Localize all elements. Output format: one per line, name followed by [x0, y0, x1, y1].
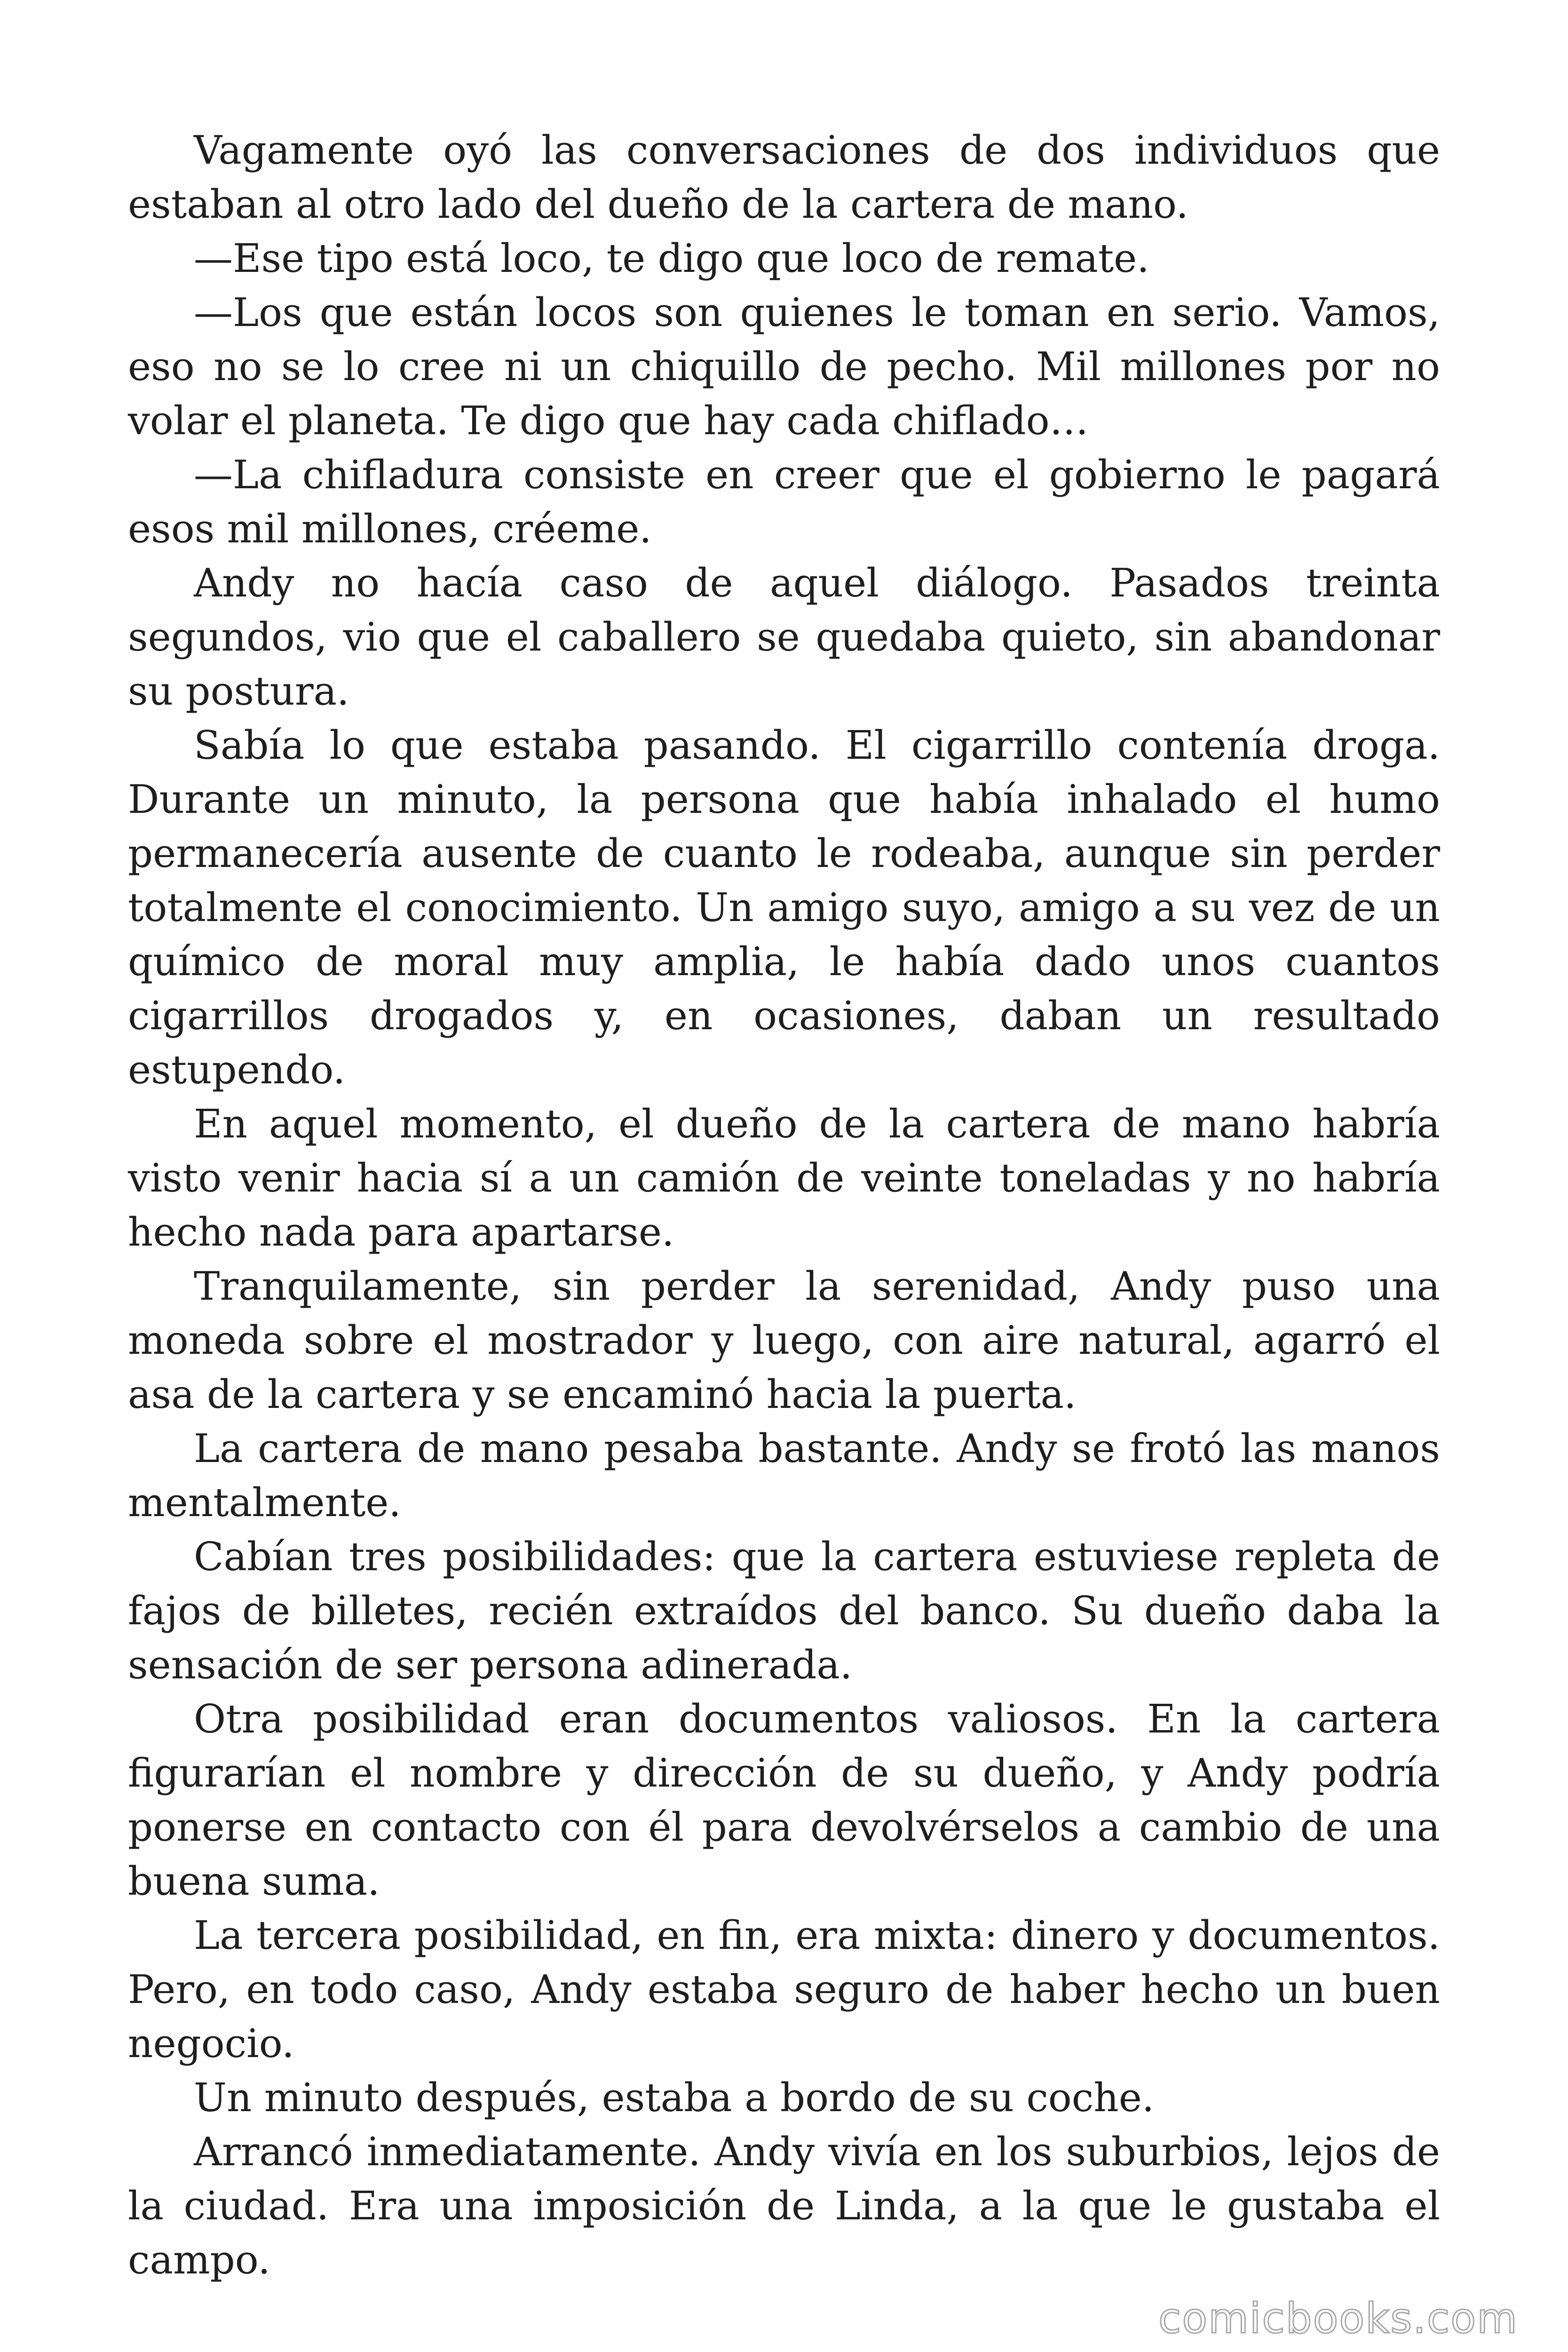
dialogue-paragraph: —Los que están locos son quienes le toman en serio. Vamos, eso no se lo cree ni un chiquillo de pecho. Mil millones por no volar el planeta. Te digo que hay cada chiflado…	[128, 290, 1440, 444]
paragraph: Otra posibilidad eran documentos valiosos. En la cartera figurarían el nombre y dirección de su dueño, y Andy podría ponerse en contacto con él para devolvérselos a cambio de una buena suma.	[128, 1696, 1440, 1904]
paragraph: Andy no hacía caso de aquel diálogo. Pasados treinta segundos, vio que el caballero se quedaba quieto, sin abandonar su postura.	[128, 560, 1440, 714]
watermark-logo: comicbooks.com	[1158, 2294, 1518, 2343]
paragraph: Sabía lo que estaba pasando. El cigarrillo contenía droga. Durante un minuto, la persona que había inhalado el humo permanecería ausente de cuanto le rodeaba, aunque sin perder totalmente el conocimiento. Un amigo suyo, amigo a su vez de un químico de moral muy amplia, le había dado unos cuantos cigarrillos drogados y, en ocasiones, daban un resultado estupendo.	[128, 723, 1440, 1093]
paragraph: La cartera de mano pesaba bastante. Andy se frotó las manos mentalmente.	[128, 1426, 1440, 1526]
dialogue-paragraph: —Ese tipo está loco, te digo que loco de remate.	[194, 236, 1149, 281]
paragraph: Un minuto después, estaba a bordo de su coche.	[194, 2075, 1155, 2121]
book-page-text	[128, 123, 1440, 2287]
paragraph: Vagamente oyó las conversaciones de dos individuos que estaban al otro lado del dueño de la cartera de mano.	[128, 127, 1440, 227]
paragraph: Arrancó inmediatamente. Andy vivía en los suburbios, lejos de la ciudad. Era una imposición de Linda, a la que le gustaba el campo.	[128, 2129, 1440, 2283]
dialogue-paragraph: —La chifladura consiste en creer que el gobierno le pagará esos mil millones, créeme.	[128, 452, 1440, 552]
paragraph: La tercera posibilidad, en fin, era mixta: dinero y documentos. Pero, en todo caso, Andy estaba seguro de haber hecho un buen negocio.	[128, 1913, 1440, 2066]
paragraph: Tranquilamente, sin perder la serenidad, Andy puso una moneda sobre el mostrador y luego, con aire natural, agarró el asa de la cartera y se encaminó hacia la puerta.	[128, 1263, 1440, 1417]
paragraph: En aquel momento, el dueño de la cartera de mano habría visto venir hacia sí a un camión de veinte toneladas y no habría hecho nada para apartarse.	[128, 1101, 1440, 1255]
paragraph: Cabían tres posibilidades: que la cartera estuviese repleta de fajos de billetes, recién extraídos del banco. Su dueño daba la sensación de ser persona adinerada.	[128, 1534, 1440, 1688]
